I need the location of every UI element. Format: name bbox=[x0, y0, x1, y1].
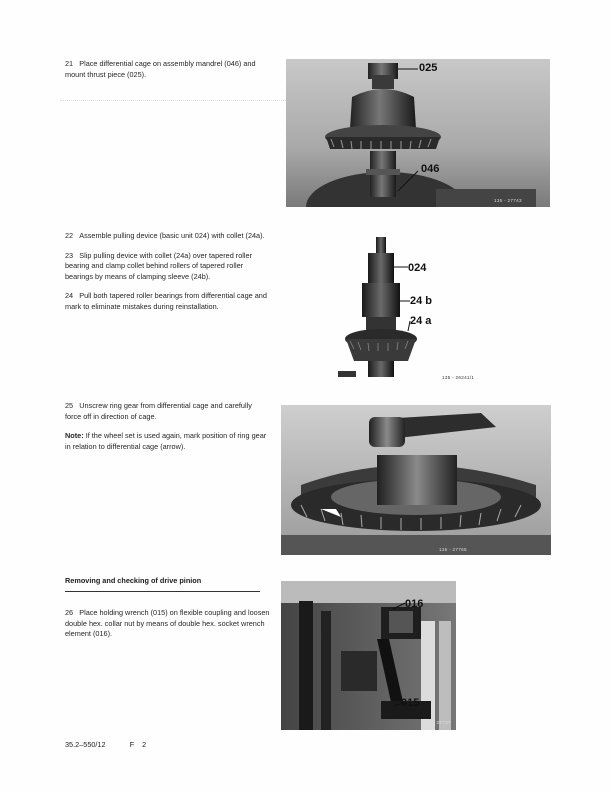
section-heading: Removing and checking of drive pinion bbox=[65, 576, 260, 592]
step-25 bbox=[65, 401, 270, 461]
step-number: 21 bbox=[65, 59, 74, 68]
step-number: 22 bbox=[65, 231, 74, 240]
step-text: Pull both tapered roller bearings from differential cage and mark to eliminate mistakes during reinstallation. bbox=[65, 291, 267, 311]
step-text: Place differential cage on assembly mandrel (046) and mount thrust piece (025). bbox=[65, 59, 256, 79]
callout-016: 016 bbox=[405, 598, 424, 610]
step-number: 25 bbox=[65, 401, 74, 410]
figure-code: 135 - 27743 bbox=[494, 198, 522, 203]
photo-pulling-device bbox=[338, 231, 488, 383]
photo-ring-gear-removal bbox=[281, 405, 551, 555]
step-text: Slip pulling device with collet (24a) over tapered roller bearing and clamp collet behind rollers of tapered roller bearings by means of clamping sleeve (24b). bbox=[65, 250, 252, 281]
figure-code: 135 - 27737 bbox=[423, 720, 451, 725]
callout-24b: 24 b bbox=[410, 295, 433, 307]
callout-24a: 24 a bbox=[410, 315, 432, 327]
photo-holding-wrench bbox=[281, 581, 456, 730]
callout-046: 046 bbox=[421, 163, 440, 175]
document-number: 35.2–550/12 bbox=[65, 740, 106, 749]
photo-differential-on-mandrel bbox=[286, 59, 550, 207]
callout-024: 024 bbox=[408, 262, 427, 274]
callout-015: 015 bbox=[401, 697, 420, 709]
step-21 bbox=[65, 59, 270, 89]
callout-025: 025 bbox=[419, 62, 438, 74]
step-number: 24 bbox=[65, 291, 74, 301]
note-text: If the wheel set is used again, mark position of ring gear in relation to differential cage (arrow). bbox=[65, 431, 267, 451]
step-number: 26 bbox=[65, 608, 74, 617]
figure-code: 135 - 27765 bbox=[439, 547, 467, 552]
note-label: Note: bbox=[65, 431, 84, 441]
page-footer bbox=[65, 740, 146, 749]
step-number: 23 bbox=[65, 250, 74, 260]
page-number: F 2 bbox=[129, 740, 147, 749]
step-text: Place holding wrench (015) on flexible coupling and loosen double hex. collar nut by means of double hex. socket wrench element (016). bbox=[65, 608, 270, 639]
step-26 bbox=[65, 608, 270, 649]
step-text: Assemble pulling device (basic unit 024) with collet (24a). bbox=[79, 231, 265, 240]
figure-code: 135 - 26241/1 bbox=[442, 375, 475, 380]
step-text: Unscrew ring gear from differential cage and carefully force off in direction of cage. bbox=[65, 401, 252, 421]
steps-22-24 bbox=[65, 231, 270, 322]
